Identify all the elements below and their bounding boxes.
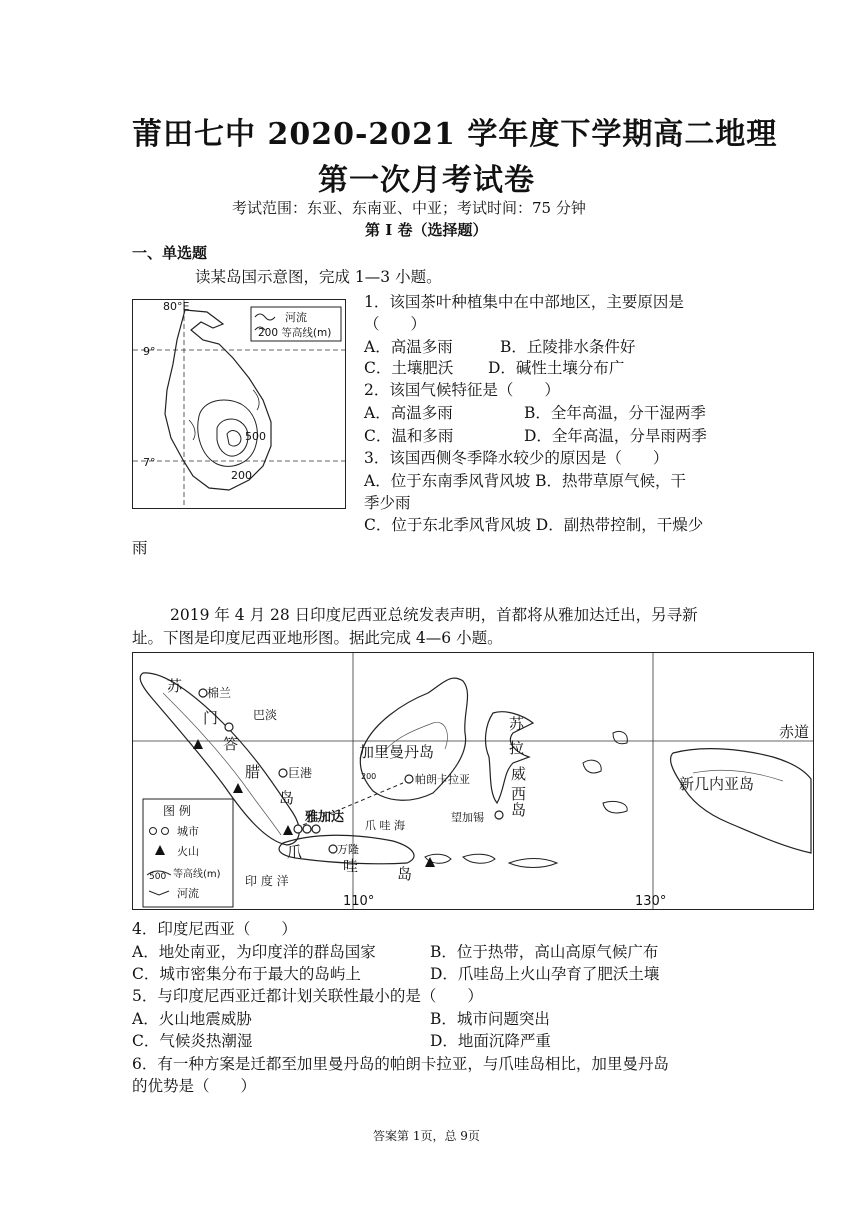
label-equator: 赤道 [779, 723, 810, 741]
label-su2: 苏 [509, 715, 525, 733]
lat-label-7: 7° [143, 456, 156, 469]
legend-river: 河流 [177, 887, 199, 900]
label-men: 门 [203, 709, 219, 727]
q3-options-ab: A．位于东南季风背风坡 B．热带草原气候，干 [364, 472, 687, 490]
q1-option-c: C．土壤肥沃 [364, 359, 454, 377]
q1-option-d: D．碱性土壤分布广 [488, 359, 625, 377]
q1-paren: （ ） [364, 315, 427, 333]
page-title-line2: 第一次月考试卷 [318, 163, 535, 198]
label-zhua: 爪 [287, 843, 303, 861]
label-da: 答 [223, 735, 239, 753]
q5-option-a: A．火山地震威胁 [132, 1010, 252, 1028]
q3-options-cd-cont: 雨 [132, 539, 148, 557]
label-palembang: 巨港 [288, 766, 313, 780]
label-kalimantan: 加里曼丹岛 [359, 743, 435, 761]
label-indian-ocean: 印 度 洋 [245, 874, 289, 888]
exam-info: 考试范围：东亚、东南亚、中亚；考试时间：75 分钟 [232, 199, 586, 217]
legend-title: 图 例 [163, 804, 191, 818]
q5-stem: 5．与印度尼西亚迁都计划关联性最小的是（ ） [132, 987, 483, 1005]
q1-option-a: A．高温多雨 [364, 338, 453, 356]
q2-option-b: B．全年高温，分干湿两季 [524, 404, 706, 422]
contour-200-label: 200 [231, 469, 252, 482]
island-map [132, 299, 346, 509]
label-la2: 拉 [509, 739, 525, 757]
label-lon110: 110° [343, 894, 375, 909]
label-makassar: 望加锡 [451, 811, 484, 824]
label-la1: 腊 [245, 763, 261, 781]
legend-city: 城市 [177, 825, 199, 838]
q3-options-cd: C．位于东北季风背风坡 D．副热带控制，干燥少 [364, 516, 704, 534]
label-wei: 威 [511, 765, 527, 783]
q5-option-b: B．城市问题突出 [430, 1010, 550, 1028]
section-heading: 一、单选题 [132, 244, 208, 262]
volume-title: 第 I 卷（选择题） [365, 221, 488, 239]
legend-contour-num: 500 [149, 872, 167, 882]
label-contour-200: 200 [361, 772, 377, 781]
q4-option-d: D．爪哇岛上火山孕育了肥沃土壤 [430, 965, 660, 983]
label-jakarta: 雅加达 [305, 810, 345, 825]
legend-contour-label: 200 等高线(m) [258, 327, 332, 339]
q1-option-b: B．丘陵排水条件好 [500, 338, 636, 356]
q2-option-a: A．高温多雨 [364, 404, 453, 422]
label-medan: 棉兰 [207, 686, 232, 700]
q2-option-c: C．温和多雨 [364, 427, 454, 445]
label-palangkaraya: 帕朗卡拉亚 [415, 773, 470, 786]
label-wa: 哇 [343, 857, 359, 875]
q4-stem: 4．印度尼西亚（ ） [132, 920, 297, 938]
indonesia-map-svg [133, 653, 813, 909]
q4-option-a: A．地处南亚，为印度洋的群岛国家 [132, 943, 376, 961]
lat-label-9: 9° [143, 345, 156, 358]
contour-500-label: 500 [245, 430, 266, 443]
intro-q4-6-line1: 2019 年 4 月 28 日印度尼西亚总统发表声明，首都将从雅加达迁出，另寻新 [170, 606, 698, 624]
label-new-guinea: 新几内亚岛 [679, 775, 755, 793]
page-footer: 答案第 1页，总 9页 [373, 1129, 480, 1143]
q3-stem: 3．该国西侧冬季降水较少的原因是（ ） [364, 449, 669, 467]
q6-stem-line2: 的优势是（ ） [132, 1077, 257, 1095]
q5-option-d: D．地面沉降严重 [430, 1032, 551, 1050]
indonesia-map [132, 652, 814, 910]
label-bandung: 万隆 [337, 843, 359, 856]
label-lon130: 130° [635, 894, 667, 909]
label-dao1: 岛 [279, 789, 295, 807]
lon-label: 80°E [163, 300, 190, 313]
q2-stem: 2．该国气候特征是（ ） [364, 381, 560, 399]
q5-option-c: C．气候炎热潮湿 [132, 1032, 253, 1050]
q3-options-ab-cont: 季少雨 [364, 494, 411, 512]
label-su1: 苏 [167, 677, 183, 695]
q4-option-b: B．位于热带，高山高原气候广布 [430, 943, 659, 961]
q1-stem: 1．该国茶叶种植集中在中部地区，主要原因是 [364, 293, 684, 311]
label-java-sea: 爪 哇 海 [365, 819, 405, 832]
legend-river-label: 河流 [285, 311, 307, 324]
q6-stem-line1: 6．有一种方案是迁都至加里曼丹岛的帕朗卡拉亚，与爪哇岛相比，加里曼丹岛 [132, 1055, 669, 1073]
q2-option-d: D．全年高温，分旱雨两季 [524, 427, 707, 445]
label-dao2: 岛 [511, 801, 527, 819]
intro-q4-6-line2: 址。下图是印度尼西亚地形图。据此完成 4—6 小题。 [132, 629, 503, 647]
island-map-svg [133, 300, 345, 508]
label-xi: 西 [511, 785, 527, 803]
page-title-line1: 莆田七中 2020-2021 学年度下学期高二地理 [132, 117, 778, 152]
label-batam: 巴淡 [253, 708, 278, 722]
legend-contour: 等高线(m) [173, 869, 221, 880]
intro-q1-3: 读某岛国示意图，完成 1—3 小题。 [195, 268, 442, 286]
q4-option-c: C．城市密集分布于最大的岛屿上 [132, 965, 361, 983]
label-dao3: 岛 [397, 865, 413, 883]
legend-volcano: 火山 [177, 845, 199, 858]
